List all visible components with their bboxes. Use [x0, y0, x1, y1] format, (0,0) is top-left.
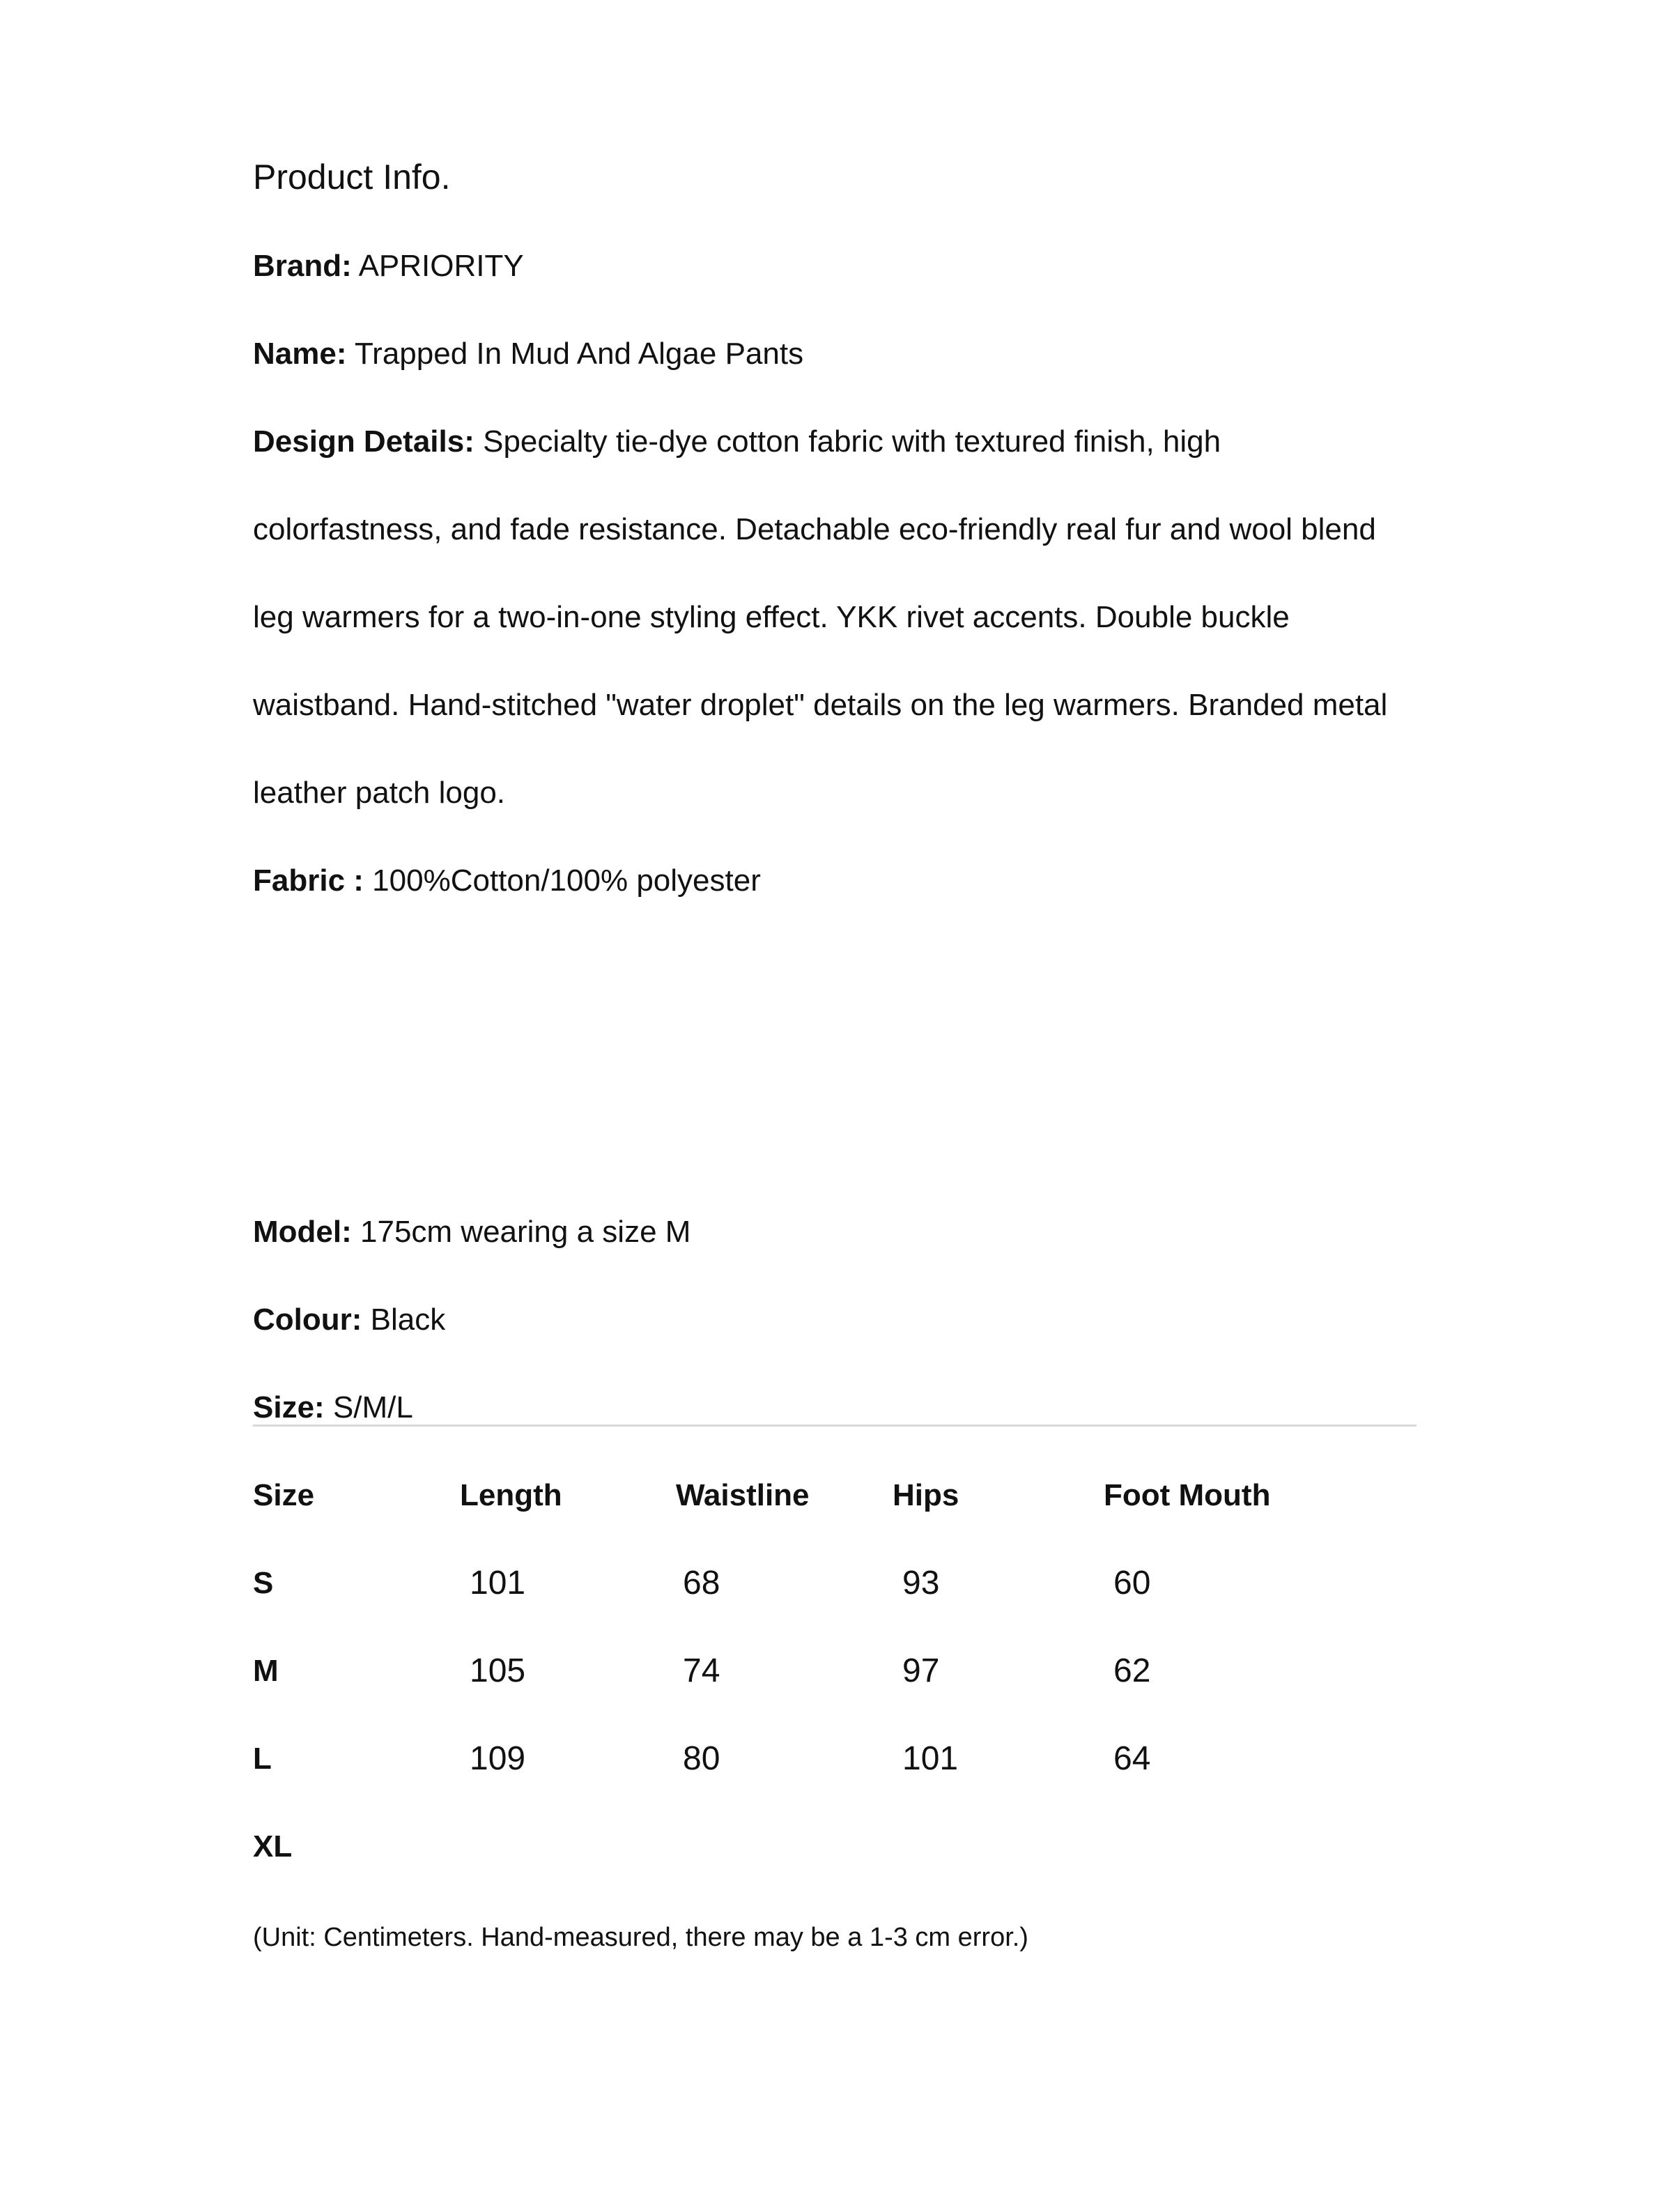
- table-row-size: S: [253, 1566, 274, 1600]
- size-line: [253, 1387, 413, 1429]
- table-cell-hips: 93: [902, 1565, 940, 1602]
- design-line-2: colorfastness, and fade resistance. Detachable eco-friendly real fur and wool blend: [253, 512, 1376, 546]
- design-label: Design Details:: [253, 424, 474, 459]
- fabric-line: [253, 860, 761, 902]
- colour-label: Colour:: [253, 1303, 362, 1337]
- design-line-3: leg warmers for a two-in-one styling effect. YKK rivet accents. Double buckle: [253, 600, 1290, 634]
- table-cell-foot-mouth: 64: [1113, 1740, 1151, 1777]
- table-cell-hips: 101: [902, 1740, 959, 1777]
- page-title: Product Info.: [253, 158, 451, 197]
- table-header-waistline: Waistline: [676, 1478, 810, 1512]
- table-header-foot-mouth: Foot Mouth: [1104, 1478, 1271, 1512]
- table-header-length: Length: [460, 1478, 562, 1512]
- table-cell-length: 105: [470, 1652, 526, 1689]
- table-row-size: M: [253, 1654, 279, 1688]
- fabric-label: Fabric :: [253, 863, 364, 898]
- model-value: 175cm wearing a size M: [360, 1215, 691, 1249]
- table-cell-foot-mouth: 62: [1113, 1652, 1151, 1689]
- table-cell-length: 109: [470, 1740, 526, 1777]
- brand-label: Brand:: [253, 249, 352, 283]
- brand-line: [253, 245, 524, 287]
- design-line-4: waistband. Hand-stitched "water droplet" details on the leg warmers. Branded metal: [253, 688, 1388, 722]
- table-header-hips: Hips: [893, 1478, 959, 1512]
- table-row-size: L: [253, 1742, 272, 1776]
- fabric-value: 100%Cotton/100% polyester: [372, 863, 761, 898]
- model-label: Model:: [253, 1215, 352, 1249]
- table-cell-waistline: 80: [683, 1740, 720, 1777]
- table-header-size: Size: [253, 1478, 315, 1512]
- table-cell-waistline: 74: [683, 1652, 720, 1689]
- model-line: [253, 1211, 690, 1253]
- size-label: Size:: [253, 1390, 325, 1424]
- divider: [253, 1424, 1417, 1427]
- table-cell-foot-mouth: 60: [1113, 1565, 1151, 1602]
- table-cell-length: 101: [470, 1565, 526, 1602]
- name-value: Trapped In Mud And Algae Pants: [354, 337, 804, 371]
- name-label: Name:: [253, 337, 347, 371]
- table-row-size: XL: [253, 1829, 293, 1864]
- design-text-1: Specialty tie-dye cotton fabric with textured finish, high: [483, 424, 1221, 459]
- design-line-1: [253, 421, 1221, 463]
- design-line-5: leather patch logo.: [253, 776, 506, 810]
- colour-line: [253, 1299, 445, 1341]
- brand-value: APRIORITY: [358, 249, 524, 283]
- measurement-note: (Unit: Centimeters. Hand-measured, there may be a 1-3 cm error.): [253, 1923, 1028, 1952]
- name-line: [253, 333, 803, 375]
- size-value: S/M/L: [332, 1390, 413, 1424]
- colour-value: Black: [370, 1303, 446, 1337]
- table-cell-hips: 97: [902, 1652, 940, 1689]
- table-cell-waistline: 68: [683, 1565, 720, 1602]
